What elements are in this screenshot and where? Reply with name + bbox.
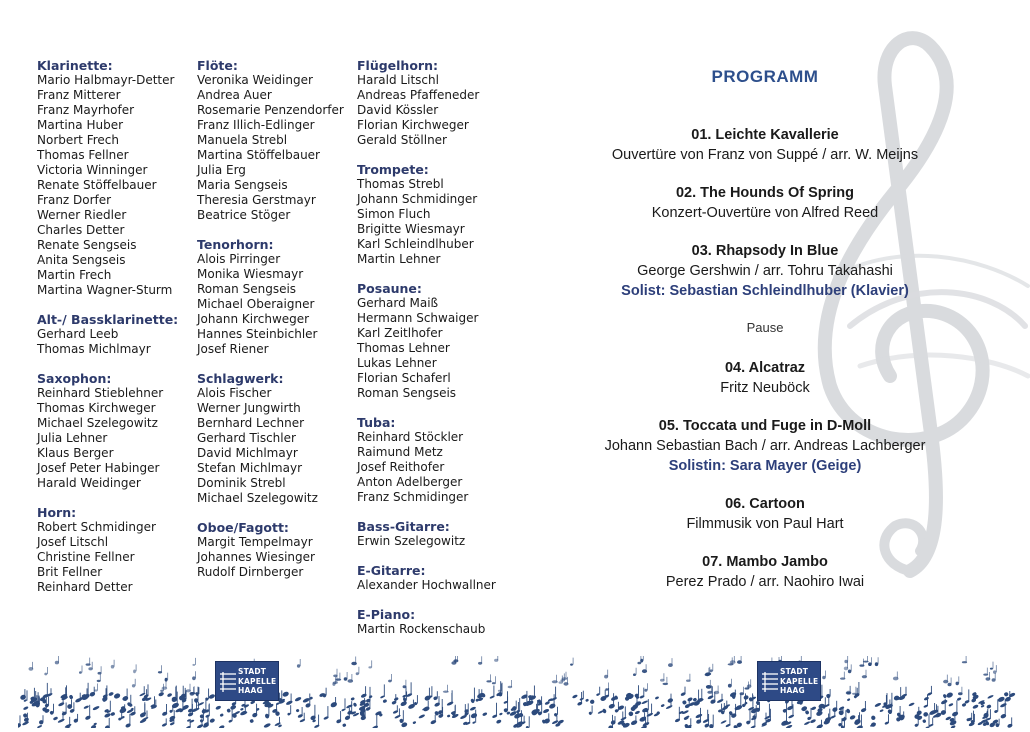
member-name: Hermann Schwaiger — [357, 311, 479, 325]
member-name: Karl Zeitlhofer — [357, 326, 443, 340]
piece-composer: Fritz Neuböck — [720, 380, 810, 396]
member-name: Gerhard Maiß — [357, 296, 439, 310]
member-name: Thomas Kirchweger — [37, 401, 156, 415]
member-name: Veronika Weidinger — [197, 73, 313, 87]
logo-text — [238, 667, 276, 696]
member-name: Michael Oberaigner — [197, 297, 315, 311]
member-name: Dominik Strebl — [197, 476, 286, 490]
piece-title: 06. Cartoon — [725, 496, 805, 512]
member-list — [357, 430, 517, 505]
piece-title: 01. Leichte Kavallerie — [691, 127, 839, 143]
member-name: Rosemarie Penzendorfer — [197, 103, 344, 117]
member-name: Lukas Lehner — [357, 356, 437, 370]
member-name: Robert Schmidinger — [37, 520, 156, 534]
member-name: Gerhard Leeb — [37, 327, 119, 341]
piece-composer: Ouvertüre von Franz von Suppé / arr. W. Meijns — [611, 147, 919, 163]
staff-icon — [762, 670, 778, 694]
roster-column-1 — [37, 58, 195, 609]
logo-line: KAPELLE — [238, 676, 277, 686]
member-name: Martin Rockenschaub — [357, 622, 486, 636]
piece-title: 07. Mambo Jambo — [702, 554, 828, 570]
piece-soloist: Solist: Sebastian Schleindlhuber (Klavier) — [621, 283, 909, 299]
member-name: David Michlmayr — [197, 446, 298, 460]
logo-line: STADT — [780, 667, 809, 676]
roster-section — [197, 58, 357, 223]
roster-column-2 — [197, 58, 357, 594]
member-name: Josef Peter Habinger — [37, 461, 160, 475]
member-name: Thomas Lehner — [357, 341, 450, 355]
member-name: Martina Huber — [37, 118, 124, 132]
section-title: Alt-/ Bassklarinette: — [37, 312, 179, 327]
member-name: Werner Jungwirth — [197, 401, 301, 415]
member-list — [37, 386, 195, 491]
member-name: Christine Fellner — [37, 550, 135, 564]
member-list — [197, 535, 357, 580]
section-title: E-Piano: — [357, 607, 416, 622]
roster-section — [357, 281, 517, 401]
program-piece — [568, 552, 962, 592]
member-name: Johann Kirchweger — [197, 312, 310, 326]
roster-section — [357, 519, 517, 549]
member-name: Stefan Michlmayr — [197, 461, 303, 475]
member-list — [37, 327, 195, 357]
member-name: Bernhard Lechner — [197, 416, 305, 430]
member-name: Josef Reithofer — [357, 460, 445, 474]
roster-section — [357, 607, 517, 637]
member-list — [357, 296, 517, 401]
roster-section — [197, 520, 357, 580]
member-name: Andrea Auer — [197, 88, 272, 102]
member-name: Johann Schmidinger — [357, 192, 478, 206]
member-name: Alois Fischer — [197, 386, 272, 400]
staff-icon — [220, 670, 236, 694]
roster-section — [37, 312, 195, 357]
member-name: Thomas Michlmayr — [37, 342, 151, 356]
piece-composer: Johann Sebastian Bach / arr. Andreas Lachberger — [604, 438, 926, 454]
stadtkapelle-logo — [757, 661, 821, 701]
roster-section — [357, 162, 517, 267]
member-name: Anton Adelberger — [357, 475, 463, 489]
member-list — [357, 177, 517, 267]
member-name: Renate Stöffelbauer — [37, 178, 157, 192]
section-title: Flöte: — [197, 58, 238, 73]
member-list — [197, 73, 357, 223]
member-name: Theresia Gerstmayr — [197, 193, 316, 207]
member-name: Johannes Wiesinger — [197, 550, 315, 564]
roster-section — [197, 237, 357, 357]
piece-soloist: Solistin: Sara Mayer (Geige) — [668, 458, 862, 474]
member-list — [197, 252, 357, 357]
member-name: Josef Litschl — [37, 535, 109, 549]
roster-section — [37, 371, 195, 491]
logo-line: STADT — [238, 667, 267, 676]
member-name: Julia Lehner — [37, 431, 108, 445]
member-list — [357, 578, 517, 593]
piece-title: 03. Rhapsody In Blue — [691, 243, 839, 259]
piece-title: 05. Toccata und Fuge in D-Moll — [658, 418, 872, 434]
pause-label: Pause — [746, 320, 784, 335]
section-title: Flügelhorn: — [357, 58, 438, 73]
member-name: Klaus Berger — [37, 446, 114, 460]
member-name: Michael Szelegowitz — [37, 416, 158, 430]
program-piece — [568, 183, 962, 223]
member-list — [357, 622, 517, 637]
program-piece — [568, 494, 962, 534]
roster-section — [197, 371, 357, 506]
program-piece — [568, 358, 962, 398]
member-name: Andreas Pfaffeneder — [357, 88, 480, 102]
section-title: Schlagwerk: — [197, 371, 284, 386]
member-name: Harald Weidinger — [37, 476, 141, 490]
member-name: Charles Detter — [37, 223, 125, 237]
member-name: Norbert Frech — [37, 133, 119, 147]
member-name: Franz Schmidinger — [357, 490, 469, 504]
member-name: Anita Sengseis — [37, 253, 126, 267]
member-name: Thomas Strebl — [357, 177, 444, 191]
program-heading: PROGRAMM — [711, 67, 819, 86]
logo-text — [780, 667, 818, 696]
roster-section — [37, 505, 195, 595]
section-title: Saxophon: — [37, 371, 112, 386]
member-list — [37, 520, 195, 595]
member-name: Hannes Steinbichler — [197, 327, 318, 341]
member-name: Franz Mayrhofer — [37, 103, 135, 117]
member-name: Michael Szelegowitz — [197, 491, 318, 505]
piece-composer: George Gershwin / arr. Tohru Takahashi — [637, 263, 893, 279]
member-name: Martina Wagner-Sturm — [37, 283, 173, 297]
member-name: Rudolf Dirnberger — [197, 565, 304, 579]
program-piece — [568, 416, 962, 476]
member-name: Erwin Szelegowitz — [357, 534, 466, 548]
piece-title: 04. Alcatraz — [724, 360, 806, 376]
piece-title: 02. The Hounds Of Spring — [675, 185, 855, 201]
member-name: Franz Illich-Edlinger — [197, 118, 315, 132]
section-title: Tenorhorn: — [197, 237, 274, 252]
member-name: Simon Fluch — [357, 207, 431, 221]
section-title: Posaune: — [357, 281, 422, 296]
member-name: Franz Mitterer — [37, 88, 121, 102]
piece-composer: Perez Prado / arr. Naohiro Iwai — [665, 574, 865, 590]
member-name: Gerhard Tischler — [197, 431, 296, 445]
member-name: Alois Pirringer — [197, 252, 281, 266]
member-name: Martin Frech — [37, 268, 112, 282]
member-name: Florian Schaferl — [357, 371, 451, 385]
piece-composer: Filmmusik von Paul Hart — [686, 516, 844, 532]
member-name: Martin Lehner — [357, 252, 441, 266]
member-name: Julia Erg — [197, 163, 246, 177]
section-title: Klarinette: — [37, 58, 113, 73]
roster-section — [357, 563, 517, 593]
member-name: Alexander Hochwallner — [357, 578, 496, 592]
member-list — [37, 73, 195, 298]
member-name: Thomas Fellner — [37, 148, 129, 162]
program-piece — [568, 125, 962, 165]
roster-column-3 — [357, 58, 517, 651]
member-name: Josef Riener — [197, 342, 269, 356]
roster-section — [357, 415, 517, 505]
member-list — [357, 534, 517, 549]
member-name: David Kössler — [357, 103, 439, 117]
section-title: Oboe/Fagott: — [197, 520, 289, 535]
logo-line: KAPELLE — [780, 676, 819, 686]
member-name: Franz Dorfer — [37, 193, 112, 207]
member-name: Gerald Stöllner — [357, 133, 447, 147]
member-name: Raimund Metz — [357, 445, 443, 459]
logo-line: HAAG — [780, 686, 805, 695]
member-name: Brit Fellner — [37, 565, 103, 579]
member-list — [197, 386, 357, 506]
member-name: Reinhard Detter — [37, 580, 133, 594]
member-name: Werner Riedler — [37, 208, 127, 222]
section-title: Horn: — [37, 505, 77, 520]
member-list — [357, 73, 517, 148]
member-name: Harald Litschl — [357, 73, 439, 87]
section-title: E-Gitarre: — [357, 563, 426, 578]
member-name: Reinhard Stöckler — [357, 430, 464, 444]
member-name: Mario Halbmayr-Detter — [37, 73, 175, 87]
member-name: Reinhard Stieblehner — [37, 386, 164, 400]
member-name: Brigitte Wiesmayr — [357, 222, 465, 236]
member-name: Renate Sengseis — [37, 238, 137, 252]
member-name: Karl Schleindlhuber — [357, 237, 474, 251]
music-notes-icon — [18, 656, 1018, 728]
member-name: Margit Tempelmayr — [197, 535, 313, 549]
member-name: Florian Kirchweger — [357, 118, 469, 132]
section-title: Trompete: — [357, 162, 429, 177]
member-name: Martina Stöffelbauer — [197, 148, 320, 162]
member-name: Manuela Strebl — [197, 133, 288, 147]
section-title: Bass-Gitarre: — [357, 519, 450, 534]
logo-line: HAAG — [238, 686, 263, 695]
member-name: Maria Sengseis — [197, 178, 288, 192]
stadtkapelle-logo — [215, 661, 279, 701]
member-name: Roman Sengseis — [357, 386, 457, 400]
piece-composer: Konzert-Ouvertüre von Alfred Reed — [651, 205, 879, 221]
roster-section — [37, 58, 195, 298]
section-title: Tuba: — [357, 415, 396, 430]
member-name: Roman Sengseis — [197, 282, 297, 296]
member-name: Monika Wiesmayr — [197, 267, 304, 281]
member-name: Beatrice Stöger — [197, 208, 291, 222]
roster-section — [357, 58, 517, 148]
member-name: Victoria Winninger — [37, 163, 148, 177]
program-piece — [568, 241, 962, 301]
